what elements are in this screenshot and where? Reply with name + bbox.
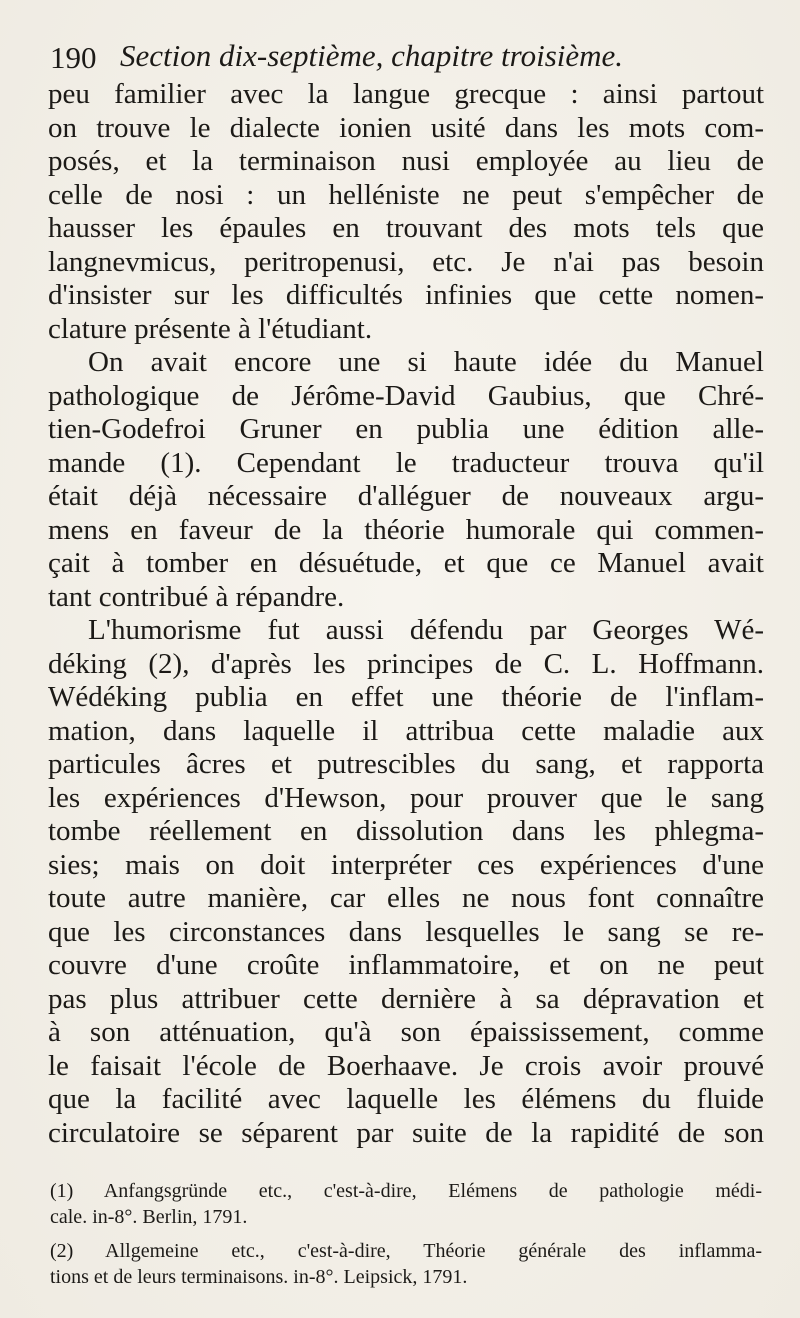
text-line: à son atténuation, qu'à son épaississement, comme xyxy=(48,1016,764,1048)
text-line: déking (2), d'après les principes de C. L. Hoffmann. xyxy=(48,647,764,680)
text-line: Wédéking publia en effet une théorie de l'inflam- xyxy=(48,681,764,713)
text-line: hausser les épaules en trouvant des mots tels que xyxy=(48,212,764,244)
text-line: tien-Godefroi Gruner en publia une édition alle- xyxy=(48,413,764,445)
footnotes xyxy=(50,1178,762,1290)
text-line: çait à tomber en désuétude, et que ce Manuel avait xyxy=(48,547,764,579)
text-line: peu familier avec la langue grecque : ainsi partout xyxy=(48,78,764,110)
text-line: d'insister sur les difficultés infinies que cette nomen- xyxy=(48,279,764,311)
text-line: celle de nosi : un helléniste ne peut s'empêcher de xyxy=(48,178,764,211)
text-line: que les circonstances dans lesquelles le sang se re- xyxy=(48,915,764,948)
text-line: posés, et la terminaison nusi employée au lieu de xyxy=(48,145,764,177)
text-line: pathologique de Jérôme-David Gaubius, que Chré- xyxy=(48,379,764,412)
footnote-line: tions et de leurs terminaisons. in-8°. Leipsick, 1791. xyxy=(50,1266,468,1288)
text-line: clature présente à l'étudiant. xyxy=(48,312,373,345)
text-line: pas plus attribuer cette dernière à sa dépravation et xyxy=(48,982,764,1015)
footnote-spacer xyxy=(50,1230,762,1238)
text-line: mens en faveur de la théorie humorale qui commen- xyxy=(48,513,764,546)
footnote-2 xyxy=(50,1238,762,1290)
text-line: le faisait l'école de Boerhaave. Je crois avoir prouvé xyxy=(48,1049,764,1082)
text-line: toute autre manière, car elles ne nous font connaître xyxy=(48,882,764,914)
footnote-line: (1) Anfangsgründe etc., c'est-à-dire, Elémens de pathologie médi- xyxy=(50,1180,762,1202)
running-title: Section dix-septième, chapitre troisième. xyxy=(120,38,624,73)
text-line: que la facilité avec laquelle les élémens du fluide xyxy=(48,1083,764,1115)
text-line: L'humorisme fut aussi défendu par Georges Wé- xyxy=(88,614,764,646)
page-number: 190 xyxy=(50,40,97,75)
text-line: circulatoire se séparent par suite de la rapidité de son xyxy=(48,1116,764,1149)
page-header xyxy=(50,36,770,82)
footnote-1 xyxy=(50,1178,762,1230)
text-line: particules âcres et putrescibles du sang, et rapporta xyxy=(48,748,764,780)
text-line: les expériences d'Hewson, pour prouver que le sang xyxy=(48,781,764,814)
text-line: était déjà nécessaire d'alléguer de nouveaux argu- xyxy=(48,480,764,512)
footnote-line: cale. in-8°. Berlin, 1791. xyxy=(50,1206,248,1228)
text-line: couvre d'une croûte inflammatoire, et on ne peut xyxy=(48,949,764,981)
text-line: mande (1). Cependant le traducteur trouva qu'il xyxy=(48,446,764,479)
footnote-line: (2) Allgemeine etc., c'est-à-dire, Théorie générale des inflamma- xyxy=(50,1240,762,1262)
text-line: On avait encore une si haute idée du Manuel xyxy=(88,346,764,378)
text-line: on trouve le dialecte ionien usité dans les mots com- xyxy=(48,111,764,144)
main-text xyxy=(48,78,764,1150)
text-line: tombe réellement en dissolution dans les phlegma- xyxy=(48,815,764,847)
text-line: sies; mais on doit interpréter ces expériences d'une xyxy=(48,848,764,881)
text-line: mation, dans laquelle il attribua cette maladie aux xyxy=(48,714,764,747)
text-line: tant contribué à répandre. xyxy=(48,580,345,613)
text-line: langnevmicus, peritropenusi, etc. Je n'ai pas besoin xyxy=(48,245,764,278)
